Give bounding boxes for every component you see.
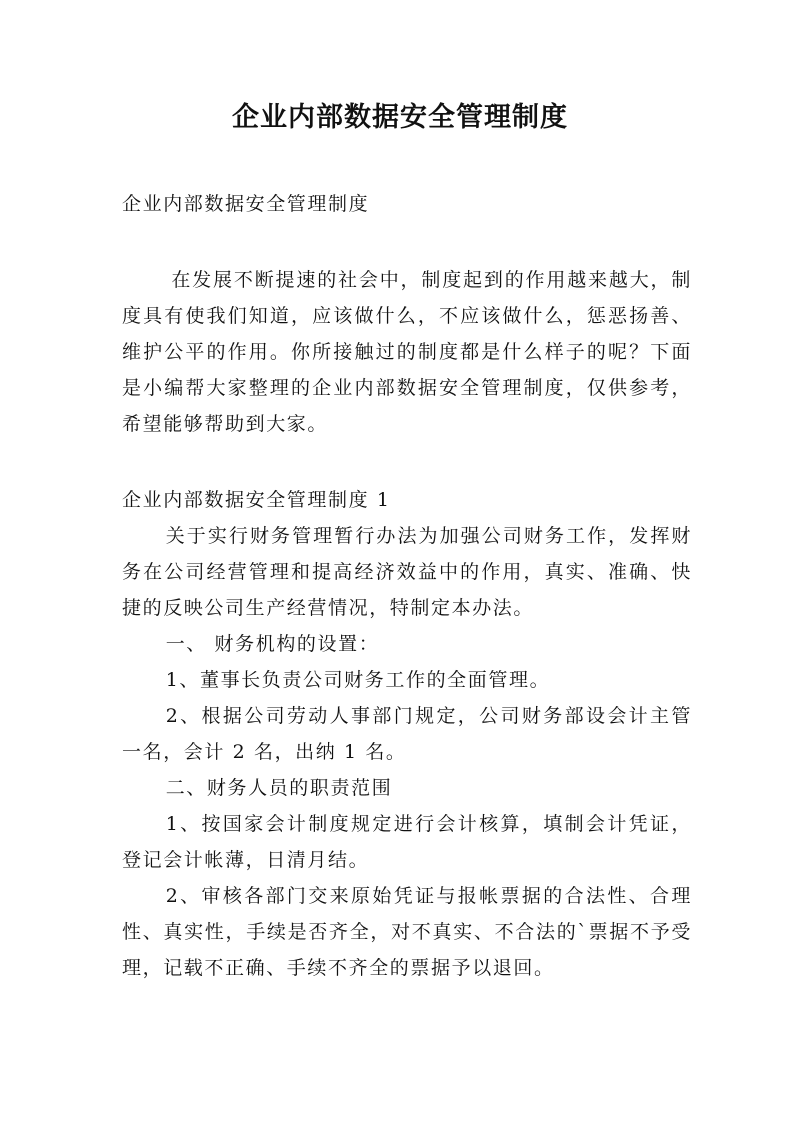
document-title: 企业内部数据安全管理制度 [232, 102, 568, 133]
intro-paragraph: 在发展不断提速的社会中，制度起到的作用越来越大，制度具有使我们知道，应该做什么，不应该做什么，惩恶扬善、维护公平的作用。你所接触过的制度都是什么样子的呢？下面是小编帮大家整理的企业内部数据安全管理制度，仅供参考，希望能够帮助到大家。 [122, 269, 692, 435]
list-heading-staff-responsibilities: 二、财务人员的职责范围 [165, 777, 393, 799]
list-item: 1、按国家会计制度规定进行会计核算，填制会计凭证，登记会计帐薄，日清月结。 [122, 813, 692, 871]
list-item: 2、根据公司劳动人事部门规定，公司财务部设会计主管一名，会计 2 名，出纳 1 名。 [122, 705, 692, 763]
list-item: 2、审核各部门交来原始凭证与报帐票据的合法性、合理性、真实性，手续是否齐全，对不真实、不合法的`票据不予受理，记载不正确、手续不齐全的票据予以退回。 [122, 885, 692, 979]
document-subtitle: 企业内部数据安全管理制度 [122, 193, 370, 215]
section-heading: 企业内部数据安全管理制度 1 [122, 489, 391, 511]
document-body [122, 186, 692, 986]
body-paragraph: 关于实行财务管理暂行办法为加强公司财务工作，发挥财务在公司经营管理和提高经济效益中的作用，真实、准确、快捷的反映公司生产经营情况，特制定本办法。 [122, 525, 692, 619]
list-item: 1、董事长负责公司财务工作的全面管理。 [165, 669, 551, 691]
list-heading-finance-structure: 一、 财务机构的设置： [165, 633, 380, 655]
